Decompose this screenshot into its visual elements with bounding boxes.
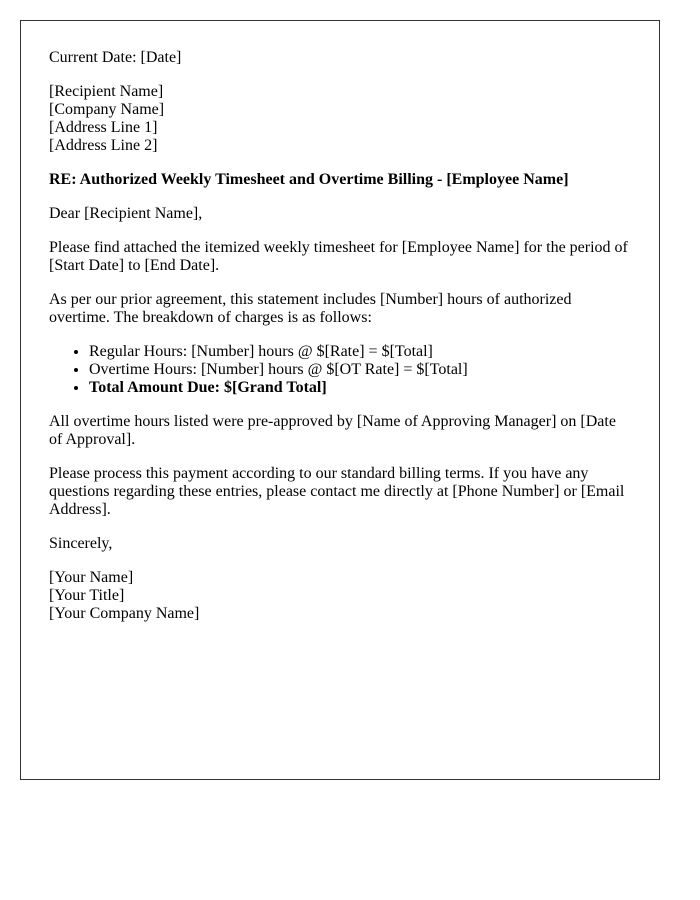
recipient-address-1: [Address Line 1]	[49, 119, 158, 136]
recipient-block	[49, 83, 631, 155]
charge-total-due: • Total Amount Due: $[Grand Total]	[89, 379, 631, 397]
paragraph-payment: Please process this payment according to our standard billing terms. If you have any questions regarding these entries, please contact me directly at [Phone Number] or [Email Address].	[49, 465, 625, 518]
charge-overtime-hours: • Overtime Hours: [Number] hours @ $[OT Rate] = $[Total]	[89, 361, 631, 379]
salutation: Dear [Recipient Name],	[49, 205, 203, 222]
charges-list	[49, 343, 631, 397]
signature-company: [Your Company Name]	[49, 605, 200, 622]
closing: Sincerely,	[49, 535, 113, 552]
signature-name: [Your Name]	[49, 569, 134, 586]
paragraph-approval: All overtime hours listed were pre-approved by [Name of Approving Manager] on [Date of Approval].	[49, 413, 616, 448]
recipient-company: [Company Name]	[49, 101, 165, 118]
signature-title: [Your Title]	[49, 587, 125, 604]
recipient-address-2: [Address Line 2]	[49, 137, 158, 154]
letter-page	[20, 20, 660, 780]
subject-line: RE: Authorized Weekly Timesheet and Overtime Billing - [Employee Name]	[49, 171, 569, 188]
paragraph-overtime: As per our prior agreement, this statement includes [Number] hours of authorized overtime. The breakdown of charges is as follows:	[49, 291, 572, 326]
charge-regular-hours: • Regular Hours: [Number] hours @ $[Rate] = $[Total]	[89, 343, 631, 361]
recipient-name: [Recipient Name]	[49, 83, 164, 100]
signature-block	[49, 569, 631, 623]
date-line: Current Date: [Date]	[49, 49, 182, 66]
paragraph-timesheet: Please find attached the itemized weekly timesheet for [Employee Name] for the period of [Start Date] to [End Date].	[49, 239, 628, 274]
